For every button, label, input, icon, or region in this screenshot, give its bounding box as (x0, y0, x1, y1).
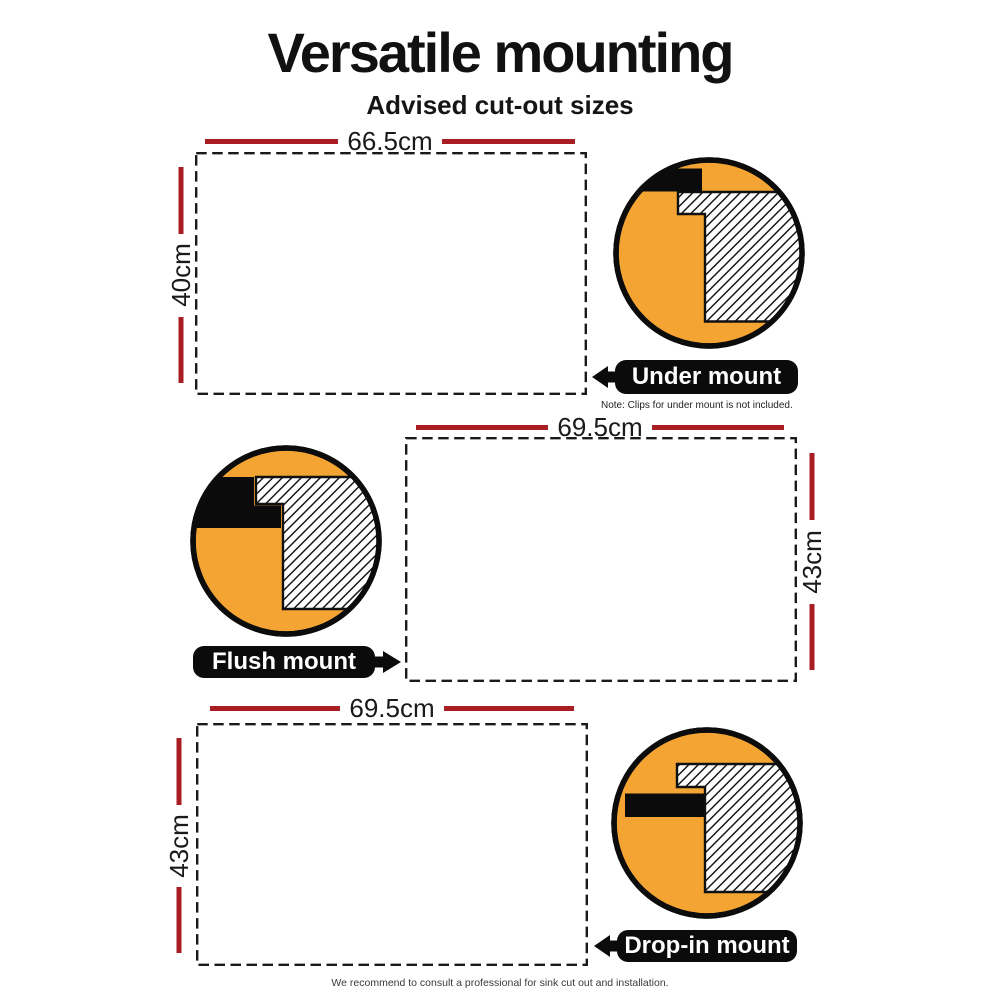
dimension-line-right (444, 706, 574, 711)
dashed-cutout-outline (196, 153, 586, 394)
flush-mount-height-dimension (797, 453, 827, 670)
dimension-line-top (810, 453, 815, 520)
flush-mount-cutout-rect (405, 437, 797, 682)
left-arrow-shaft (606, 372, 617, 383)
under-mount-height-dimension (166, 167, 196, 383)
flush-mount-width-dimension (416, 412, 784, 442)
under-mount-cutout-rect (195, 152, 587, 395)
dashed-cutout-outline (197, 724, 587, 965)
dimension-line-bottom (177, 887, 182, 953)
sink-lip (625, 794, 704, 818)
dimension-line-left (205, 139, 338, 144)
dimension-line-left (210, 706, 340, 711)
right-arrow-shaft (373, 657, 384, 668)
mount-label: Under mount (631, 363, 782, 390)
dimension-line-left (416, 425, 548, 430)
dimension-line-right (442, 139, 575, 144)
drop-in-height-dimension (164, 738, 194, 953)
dimension-line-bottom (179, 317, 184, 383)
under-mount-width-dimension (205, 126, 575, 156)
dimension-line-right (652, 425, 784, 430)
dimension-line-top (179, 167, 184, 234)
width-value: 66.5cm (347, 126, 433, 156)
drop-in-width-dimension (210, 693, 574, 723)
height-value: 43cm (164, 813, 194, 878)
drop-in-mount-cutout-rect (196, 723, 588, 966)
dashed-cutout-outline (406, 438, 796, 681)
page-subtitle: Advised cut-out sizes (366, 90, 634, 120)
footer-disclaimer: We recommend to consult a professional for sink cut out and installation. (331, 977, 669, 989)
under-mount-note: Note: Clips for under mount is not included. (601, 400, 793, 411)
right-arrow-icon (383, 651, 401, 673)
mount-label: Flush mount (212, 648, 356, 675)
under-mount-diagram (609, 153, 809, 353)
height-value: 40cm (166, 243, 196, 307)
mount-label: Drop-in mount (624, 932, 790, 959)
drop-in-mount-label-pill (617, 930, 797, 962)
flush-mount-diagram (186, 441, 386, 641)
left-arrow-shaft (608, 941, 619, 952)
under-mount-label-pill (615, 360, 798, 394)
height-value: 43cm (797, 529, 827, 594)
drop-in-mount-diagram (607, 723, 807, 923)
dimension-line-bottom (810, 604, 815, 670)
width-value: 69.5cm (557, 412, 643, 442)
dimension-line-top (177, 738, 182, 805)
width-value: 69.5cm (349, 693, 435, 723)
page-title: Versatile mounting (267, 21, 733, 84)
flush-mount-label-pill (193, 646, 375, 678)
